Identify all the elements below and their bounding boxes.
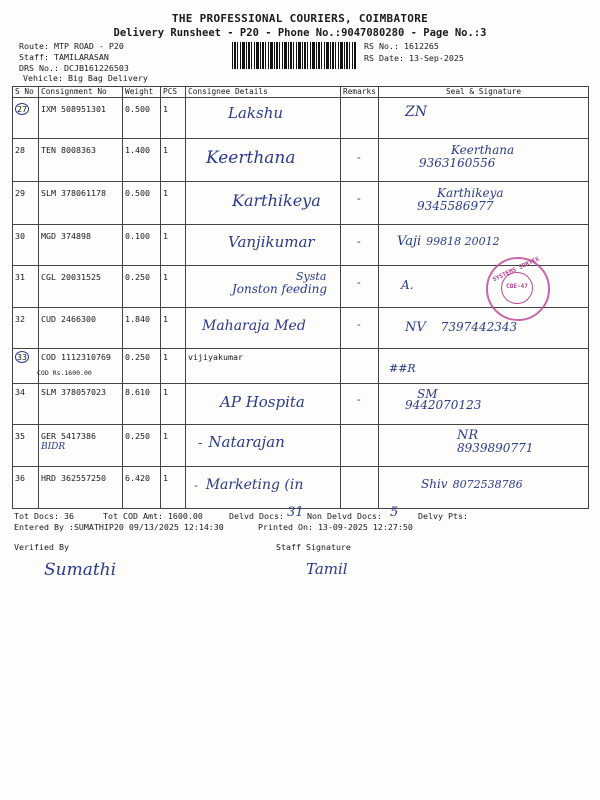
consignee-cell: Keerthana [186,139,341,182]
consignment-cell: GER 5417386 BIDR [39,425,123,467]
consignee-cell: Vanjikumar [186,225,341,266]
seal-center-text: CBE-47 [506,283,528,290]
barcode-image [232,42,356,69]
col-header-remarks: Remarks [341,87,379,98]
drs-number: DRS No.: DCJB161226503 [19,63,129,73]
signature-cell: NV 7397442343 [379,308,589,349]
remarks-cell [341,98,379,139]
consignee-cell: Karthikeya [186,182,341,225]
weight-cell: 0.250 [123,266,161,308]
weight-cell: 0.500 [123,98,161,139]
pcs-cell: 1 [161,349,186,384]
delivered-docs-label: Delvd Docs: [229,511,284,521]
consignment-cell: COD 1112310769 COD Rs.1600.00 [39,349,123,384]
remarks-cell [341,467,379,509]
consignee-cell: AP Hospita [186,384,341,425]
consignee-cell: Maharaja Med [186,308,341,349]
table-row [13,139,589,182]
weight-cell: 0.500 [123,182,161,225]
signature-cell: ##R [379,349,589,384]
total-docs: Tot Docs: 36 [14,511,74,521]
signature-cell: Karthikeya 9345586977 [379,182,589,225]
pcs-cell: 1 [161,182,186,225]
pcs-cell: 1 [161,425,186,467]
sno-cell: 35 [13,425,39,467]
delivered-docs-value: 31 [287,505,304,520]
pcs-cell: 1 [161,467,186,509]
signature-cell: SM 9442070123 [379,384,589,425]
consignment-cell: HRD 362557250 [39,467,123,509]
signature-cell: ZN [379,98,589,139]
pcs-cell: 1 [161,98,186,139]
table-header-row [13,87,589,98]
rs-date: RS Date: 13-Sep-2025 [364,53,464,63]
table-row [13,425,589,467]
consignment-cell: SLM 378061178 [39,182,123,225]
col-header-pcs: PCS [161,87,186,98]
weight-cell: 8.610 [123,384,161,425]
signature-cell: Keerthana 9363160556 [379,139,589,182]
consignee-cell: vijiyakumar [186,349,341,384]
signature-cell: Shiv 8072538786 [379,467,589,509]
remarks-cell [341,349,379,384]
verified-by-label: Verified By [14,542,69,552]
sno-cell: 34 [13,384,39,425]
sno-cell: 33 [13,349,39,384]
table-row [13,384,589,425]
remarks-cell: - [341,384,379,425]
table-row [13,349,589,384]
sno-cell: 36 [13,467,39,509]
consignment-cell: CUD 2466300 [39,308,123,349]
pcs-cell: 1 [161,139,186,182]
delivery-points-label: Delvy Pts: [418,511,468,521]
weight-cell: 0.250 [123,349,161,384]
staff-signature-label: Staff Signature [276,542,351,552]
verified-signature: Sumathi [44,560,117,580]
col-header-sno: S No [13,87,39,98]
total-cod-amount: Tot COD Amt: 1600.00 [103,511,203,521]
col-header-consignment: Consignment No [39,87,123,98]
consignment-cell: IXM 508951301 [39,98,123,139]
remarks-cell: - [341,225,379,266]
weight-cell: 6.420 [123,467,161,509]
remarks-cell: - [341,266,379,308]
table-row [13,467,589,509]
weight-cell: 1.840 [123,308,161,349]
consignee-cell: Lakshu [186,98,341,139]
signature-cell: NR 8939890771 [379,425,589,467]
cod-amount: COD Rs.1600.00 [37,369,92,377]
sno-cell: 32 [13,308,39,349]
remarks-cell: - [341,139,379,182]
weight-cell: 0.100 [123,225,161,266]
consignment-cell: MGD 374898 [39,225,123,266]
consignment-cell: SLM 378057023 [39,384,123,425]
vehicle-label: Vehicle: Big Bag Delivery [23,73,148,83]
signature-cell: A. [379,266,589,308]
signature-cell: Vaji 99818 20012 [379,225,589,266]
pcs-cell: 1 [161,266,186,308]
printed-on: Printed On: 13-09-2025 12:27:50 [258,522,413,532]
sno-cell: 29 [13,182,39,225]
weight-cell: 0.250 [123,425,161,467]
table-row [13,98,589,139]
table-row [13,225,589,266]
entered-by: Entered By :SUMATHIP20 09/13/2025 12:14:30 [14,522,224,532]
col-header-weight: Weight [123,87,161,98]
sno-cell: 30 [13,225,39,266]
seal-text: SYSTEMS SORTEX [491,255,541,284]
runsheet-title: Delivery Runsheet - P20 - Phone No.:9047080280 - Page No.:3 [113,27,487,39]
sno-cell: 27 [13,98,39,139]
consignment-cell: TEN 8008363 [39,139,123,182]
route-label: Route: MTP ROAD - P20 [19,41,124,51]
col-header-consignee: Consignee Details [186,87,341,98]
weight-cell: 1.400 [123,139,161,182]
consignment-cell: CGL 20031525 [39,266,123,308]
pcs-cell: 1 [161,384,186,425]
non-delivered-docs-label: Non Delvd Docs: [307,511,382,521]
rs-number: RS No.: 1612265 [364,41,439,51]
consignee-cell: - Natarajan [186,425,341,467]
pcs-cell: 1 [161,225,186,266]
staff-label: Staff: TAMILARASAN [19,52,109,62]
table-row [13,182,589,225]
sno-cell: 28 [13,139,39,182]
col-header-signature: Seal & Signature [379,87,589,98]
company-title: THE PROFESSIONAL COURIERS, COIMBATORE [171,12,429,25]
remarks-cell: - [341,308,379,349]
pcs-cell: 1 [161,308,186,349]
staff-signature: Tamil [306,560,348,578]
remarks-cell [341,425,379,467]
non-delivered-docs-value: 5 [390,505,399,520]
sno-cell: 31 [13,266,39,308]
consignee-cell: Systa Jonston feeding [186,266,341,308]
remarks-cell: - [341,182,379,225]
consignee-cell: - Marketing (in [186,467,341,509]
